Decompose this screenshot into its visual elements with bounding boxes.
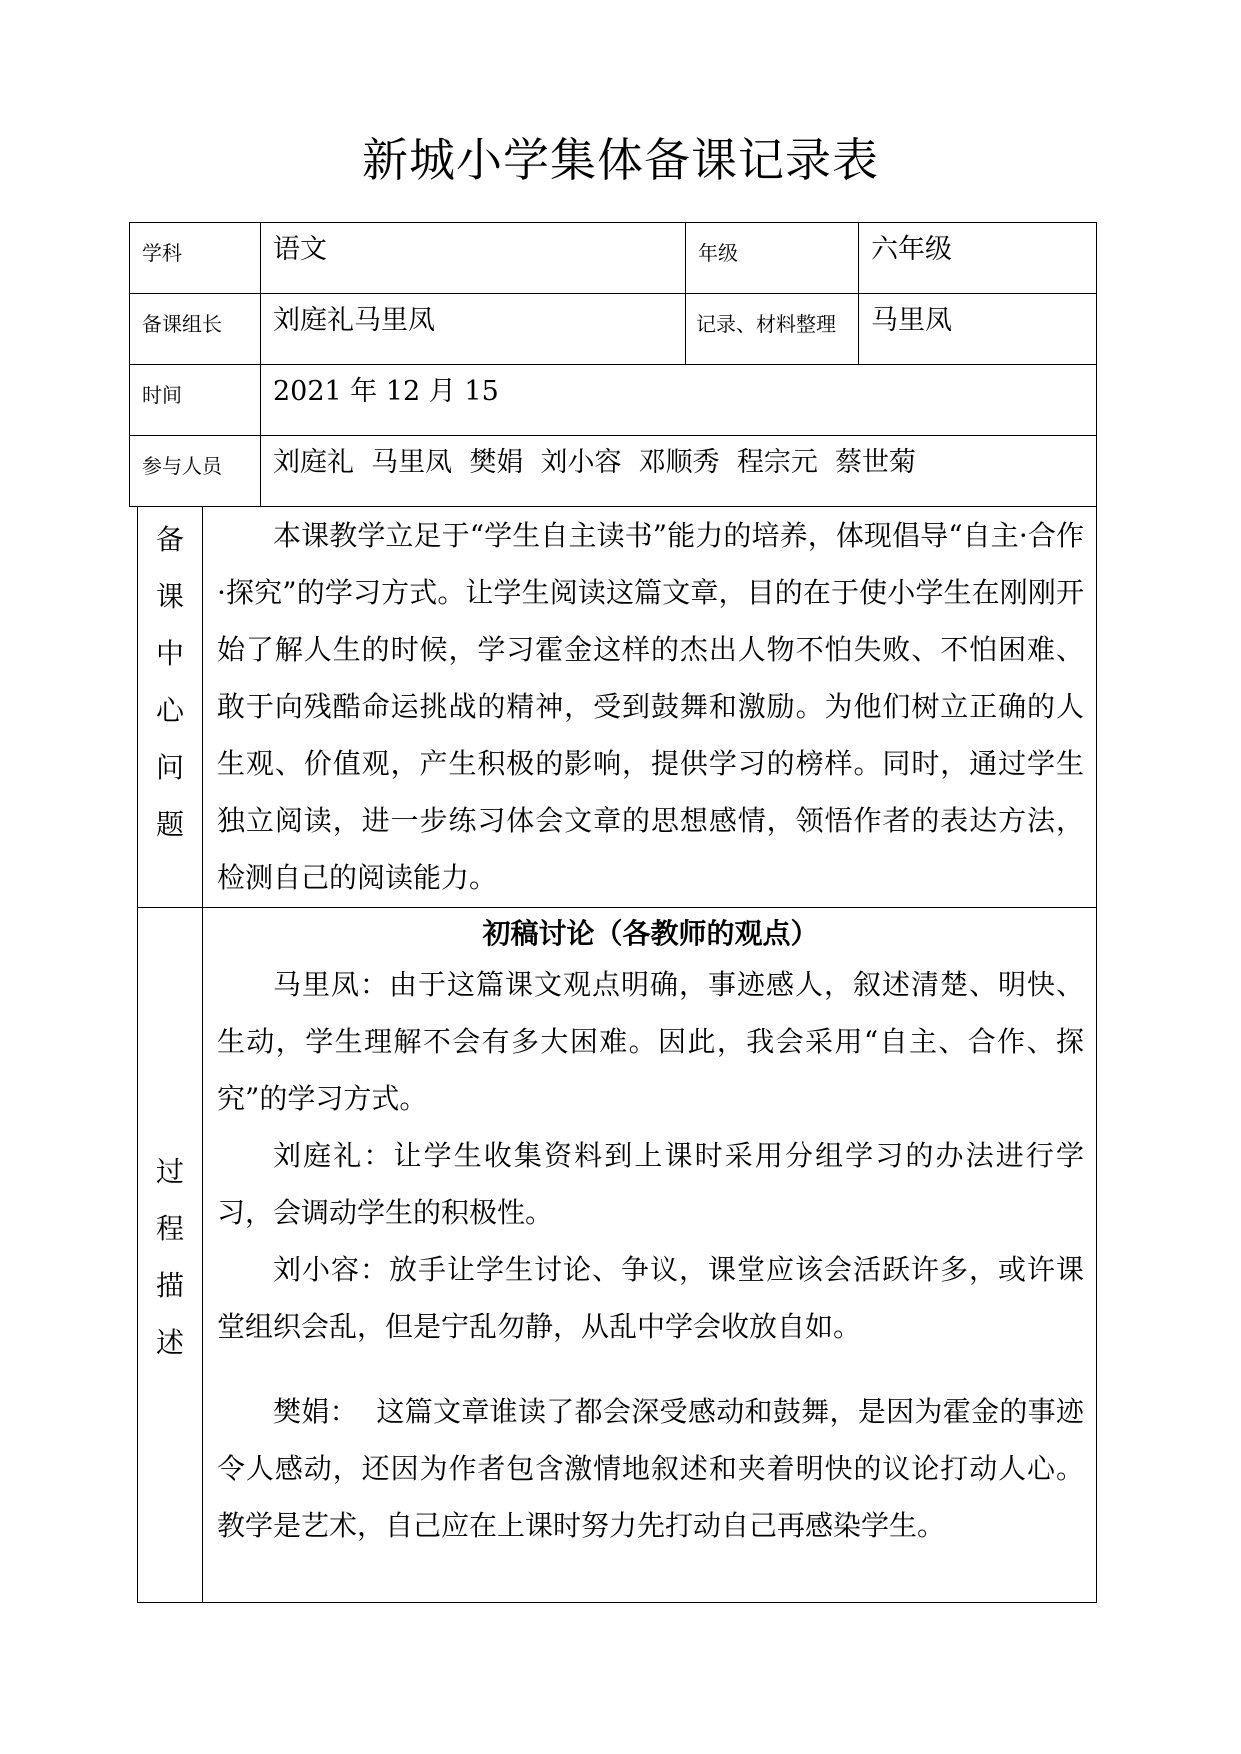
info-row-time bbox=[130, 365, 1097, 436]
center-label-char: 课 bbox=[155, 580, 184, 613]
center-label bbox=[138, 507, 203, 908]
center-label-char: 问 bbox=[155, 751, 184, 784]
center-label-char: 备 bbox=[155, 523, 184, 556]
time-value: 2021 年 12 月 15 bbox=[261, 365, 1097, 436]
subject-label: 学科 bbox=[130, 223, 261, 294]
process-label bbox=[138, 908, 203, 1603]
info-row-leader bbox=[130, 294, 1097, 365]
info-table bbox=[129, 222, 1097, 507]
process-label-char: 程 bbox=[155, 1212, 184, 1245]
grade-value: 六年级 bbox=[859, 223, 1097, 294]
process-label-char: 描 bbox=[155, 1269, 184, 1302]
center-label-char: 心 bbox=[155, 694, 184, 727]
center-text: 本课教学立足于“学生自主读书”能力的培养，体现倡导“自主·合作·探究”的学习方式。让学生阅读这篇文章，目的在于使小学生在刚刚开始了解人生的时候，学习霍金这样的杰出人物不怕失败、不怕困难、敢于向残酷命运挑战的精神，受到鼓舞和激励。为他们树立正确的人生观、价值观，产生积极的影响，提供学习的榜样。同时，通过学生独立阅读，进一步练习体会文章的思想感情，领悟作者的表达方法，检测自己的阅读能力。 bbox=[217, 519, 1084, 894]
subject-value: 语文 bbox=[261, 223, 686, 294]
process-label-char: 述 bbox=[155, 1326, 184, 1359]
center-label-char: 中 bbox=[155, 637, 184, 670]
recorder-value: 马里凤 bbox=[859, 294, 1097, 365]
center-label-char: 题 bbox=[155, 808, 184, 841]
paragraph-gap bbox=[217, 1355, 1084, 1383]
center-row bbox=[138, 507, 1097, 908]
process-content bbox=[203, 908, 1097, 1603]
leader-label: 备课组长 bbox=[130, 294, 261, 365]
opinion-paragraph: 马里凤：由于这篇课文观点明确，事迹感人，叙述清楚、明快、生动，学生理解不会有多大困难。因此，我会采用“自主、合作、探究”的学习方式。 bbox=[217, 968, 1084, 1115]
main-table bbox=[137, 506, 1097, 1603]
opinion-paragraph: 刘庭礼：让学生收集资料到上课时采用分组学习的办法进行学习，会调动学生的积极性。 bbox=[217, 1139, 1084, 1229]
info-row-subject bbox=[130, 223, 1097, 294]
participants-value: 刘庭礼 马里凤 樊娟 刘小容 邓顺秀 程宗元 蔡世菊 bbox=[261, 436, 1097, 507]
time-label: 时间 bbox=[130, 365, 261, 436]
center-content bbox=[203, 507, 1097, 908]
grade-label: 年级 bbox=[686, 223, 859, 294]
page-title: 新城小学集体备课记录表 bbox=[362, 133, 879, 187]
process-label-char: 过 bbox=[155, 1155, 184, 1188]
recorder-label: 记录、材料整理 bbox=[686, 294, 859, 365]
process-row bbox=[138, 908, 1097, 1603]
participants-label: 参与人员 bbox=[130, 436, 261, 507]
info-row-participants bbox=[130, 436, 1097, 507]
opinion-paragraph: 樊娟： 这篇文章谁读了都会深受感动和鼓舞，是因为霍金的事迹令人感动，还因为作者包含激情地叙述和夹着明快的议论打动人心。教学是艺术，自己应在上课时努力先打动自己再感染学生。 bbox=[217, 1395, 1084, 1542]
leader-value: 刘庭礼马里凤 bbox=[261, 294, 686, 365]
opinion-paragraph: 刘小容：放手让学生讨论、争议，课堂应该会活跃许多，或许课堂组织会乱，但是宁乱勿静，从乱中学会收放自如。 bbox=[217, 1253, 1084, 1343]
process-heading: 初稿讨论（各教师的观点） bbox=[482, 917, 819, 950]
